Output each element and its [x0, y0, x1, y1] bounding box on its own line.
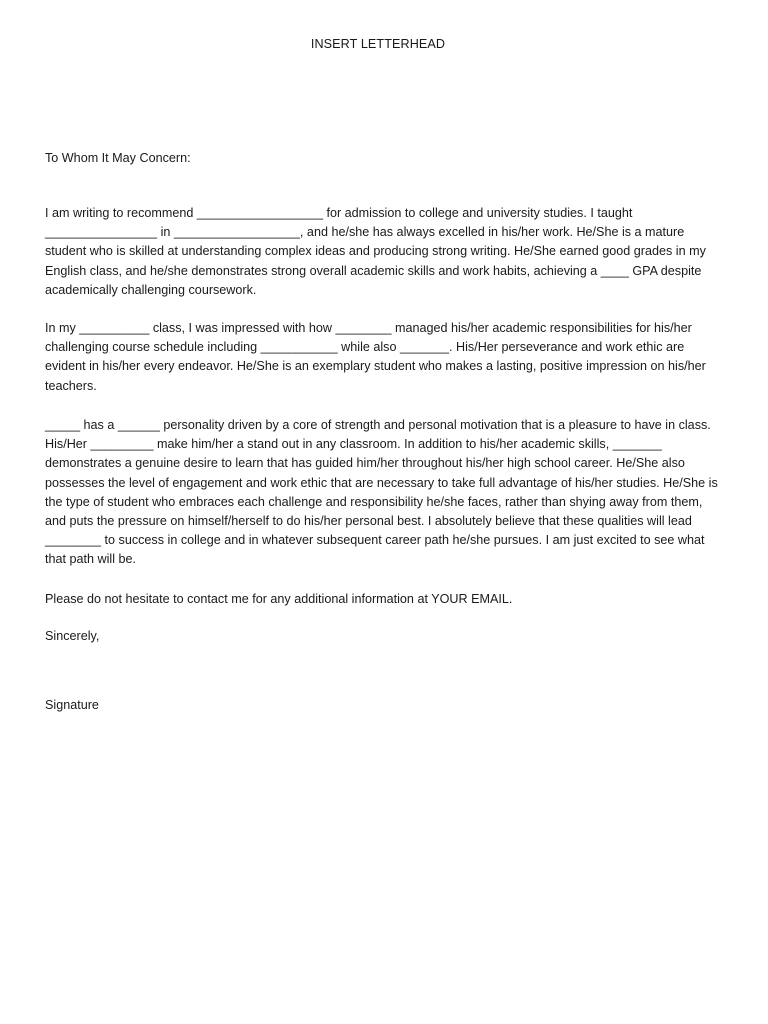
paragraph-personality: _____ has a ______ personality driven by a core of strength and personal motivation that is a pleasure to have in class. His/Her _________ make him/her a stand out in any classroom. In addition to his/her academic skills, _______ demonstrates a genuine desire to learn that has guided him/her throughout his/her high school career. He/She also possesses the level of engagement and work ethic that are necessary to take full advantage of his/her studies. He/She is the type of student who embraces each challenge and responsibility he/she faces, rather than shying away from them, and puts the pressure on himself/herself to do his/her personal best. I absolutely believe that these qualities will lead ________ to success in college and in whatever subsequent career path he/she pursues. I am just excited to see what that path will be.	[45, 418, 718, 567]
letterhead-placeholder: INSERT LETTERHEAD	[310, 37, 446, 51]
closing: Sincerely,	[45, 629, 100, 643]
salutation: To Whom It May Concern:	[45, 151, 191, 165]
paragraph-class-performance: In my __________ class, I was impressed with how ________ managed his/her academic responsibilities for his/her challenging course schedule including ___________ while also _______. His/Her perseverance and work ethic are evident in his/her every endeavor. He/She is an exemplary student who makes a lasting, positive impression on his/her teachers.	[45, 321, 706, 393]
signature-placeholder: Signature	[45, 698, 99, 712]
paragraph-introduction: I am writing to recommend __________________ for admission to college and university studies. I taught ________________ in __________________, and he/she has always excelled in his/her work. He/She is a mature student who is skilled at understanding complex ideas and producing strong writing. He/She earned good grades in my English class, and he/she demonstrates strong overall academic skills and work habits, achieving a ____ GPA despite academically challenging coursework.	[45, 206, 706, 297]
contact-line: Please do not hesitate to contact me for any additional information at YOUR EMAIL.	[45, 592, 513, 606]
